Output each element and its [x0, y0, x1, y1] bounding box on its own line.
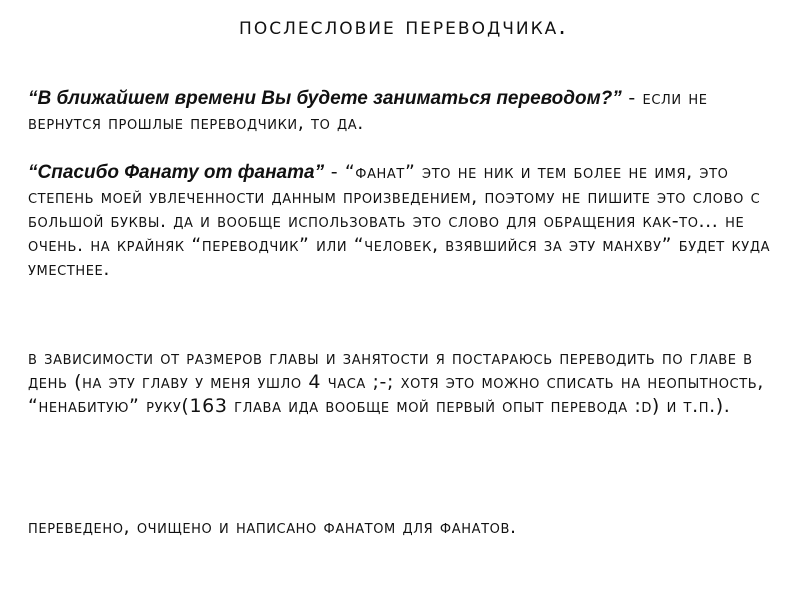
paragraph-text: - “фанат” это не ник и тем более не имя, это степень моей увлеченности данным произведением, поэтому не пишите это слово с большой буквы. да и вообще использовать это слово для обращения как-то... не очень. на крайняк “переводчик” или “человек, взявшийся за эту манхву” будет куда уместнее.: [28, 161, 771, 280]
paragraph-credits: переведено, очищено и написано фанатом для фанатов.: [28, 516, 517, 538]
paragraph-quote: “В ближайшем времени Вы будете заниматься переводом?”: [28, 88, 622, 109]
paragraph-quote: “Спасибо Фанату от фаната”: [28, 162, 325, 183]
paragraph-text: - если не вернутся прошлые переводчики, то да.: [28, 87, 708, 134]
page-title: послесловие переводчика.: [239, 12, 568, 40]
paragraph-future-translation: [28, 86, 783, 135]
paragraph-schedule: в зависимости от размеров главы и занятости я постараюсь переводить по главе в день (на эту главу у меня ушло 4 часа ;-; хотя это можно списать на неопытность, “ненабитую” руку(163 глава ида вообще мой первый опыт перевода :d) и т.п.).: [28, 347, 764, 417]
paragraph-fan-name: [28, 160, 783, 281]
